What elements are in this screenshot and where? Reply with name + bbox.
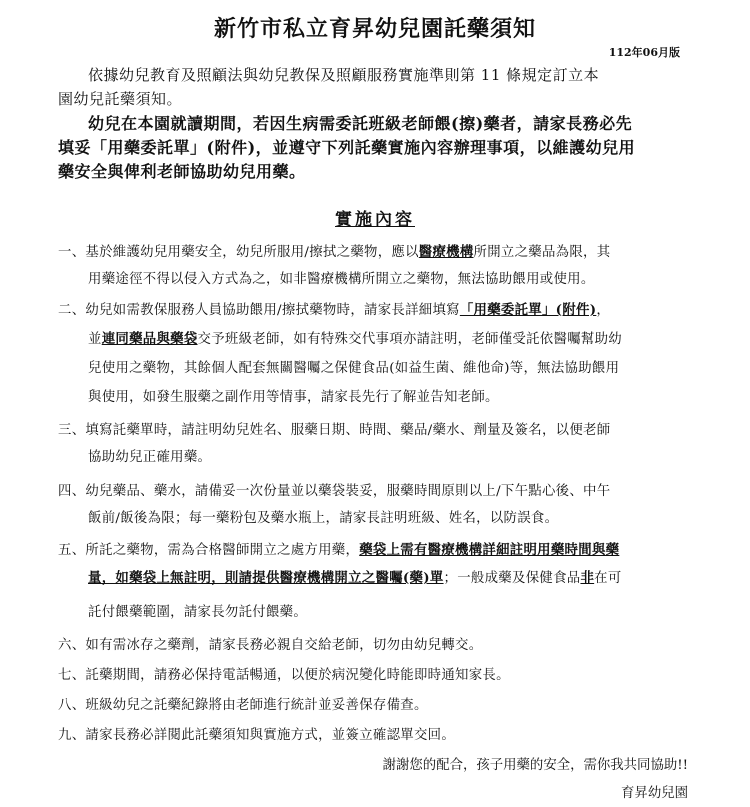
item-4-line-2: 飯前/飯後為限；每一藥粉包及藥水瓶上，請家長註明班級、姓名，以防誤食。: [88, 511, 559, 526]
item-5-line-1: 五、所託之藥物，需為合格醫師開立之處方用藥，藥袋上需有醫療機構詳細註明用藥時間與藥: [58, 542, 620, 558]
item-6: 六、如有需冰存之藥劑，請家長務必親自交給老師，切勿由幼兒轉交。: [58, 638, 483, 653]
item-3-line-2: 協助幼兒正確用藥。: [88, 450, 212, 465]
version-date: 112年06月版: [608, 46, 680, 59]
signature: 育昇幼兒園: [621, 786, 688, 801]
intro-bold-line-2: 填妥「用藥委託單」(附件)，並遵守下列託藥實施內容辦理事項，以維護幼兒用: [58, 138, 636, 157]
item-4-line-1: 四、幼兒藥品、藥水，請備妥一次份量並以藥袋裝妥，服藥時間原則以上/下午點心後、中午: [58, 484, 611, 499]
item-2-line-2: 並連同藥品與藥袋交予班級老師，如有特殊交代事項亦請註明，老師僅受託依醫囑幫助幼: [88, 331, 622, 347]
item-7: 七、託藥期間，請務必保持電話暢通，以便於病況變化時能即時通知家長。: [58, 668, 510, 683]
intro-line-1: 依據幼兒教育及照顧法與幼兒教保及照顧服務實施準則第 11 條規定訂立本: [88, 66, 600, 84]
item-1-line-1: 一、基於維護幼兒用藥安全，幼兒所服用/擦拭之藥物，應以醫療機構所開立之藥品為限，其: [58, 244, 611, 260]
intro-bold-line-1: 幼兒在本園就讀期間，若因生病需委託班級老師餵(擦)藥者，請家長務必先: [88, 114, 633, 133]
closing-thanks: 謝謝您的配合，孩子用藥的安全，需你我共同協助!!: [382, 758, 688, 773]
intro-line-2: 園幼兒託藥須知。: [58, 90, 183, 108]
item-2-line-4: 與使用，如發生服藥之副作用等情事，請家長先行了解並告知老師。: [88, 390, 499, 405]
item-1-line-2: 用藥途徑不得以侵入方式為之，如非醫療機構所開立之藥物，無法協助餵用或使用。: [88, 272, 595, 287]
item-2-line-1: 二、幼兒如需教保服務人員協助餵用/擦拭藥物時，請家長詳細填寫「用藥委託單」(附件)，: [58, 302, 611, 318]
item-5-line-3: 託付餵藥範圍，請家長勿託付餵藥。: [88, 605, 308, 620]
item-3-line-1: 三、填寫託藥單時，請註明幼兒姓名、服藥日期、時間、藥品/藥水、劑量及簽名，以便老師: [58, 423, 611, 438]
item-2-line-3: 兒使用之藥物，其餘個人配套無關醫囑之保健食品(如益生菌、維他命)等，無法協助餵用: [88, 361, 620, 376]
section-title: 實施內容: [335, 210, 415, 230]
item-8: 八、班級幼兒之託藥紀錄將由老師進行統計並妥善保存備查。: [58, 698, 428, 713]
intro-bold-line-3: 藥安全與俾利老師協助幼兒用藥。: [58, 162, 306, 181]
item-5-line-2: 量，如藥袋上無註明，則請提供醫療機構開立之醫囑(藥)單；一般成藥及保健食品非在可: [88, 570, 622, 586]
document-title: 新竹市私立育昇幼兒園託藥須知: [213, 16, 536, 42]
item-9: 九、請家長務必詳閱此託藥須知與實施方式，並簽立確認單交回。: [58, 728, 456, 743]
